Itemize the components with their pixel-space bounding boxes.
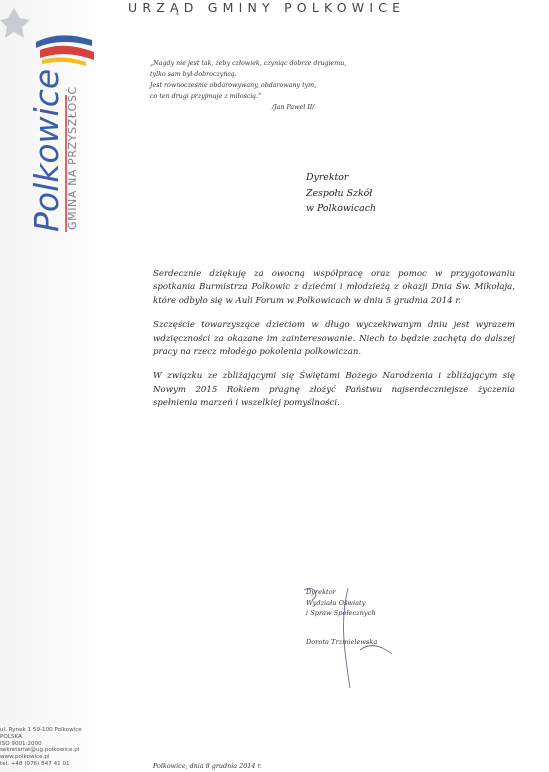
quote-block <box>150 58 450 113</box>
recipient-address <box>306 170 376 217</box>
body-paragraph: Serdecznie dziękuję za owocną współpracę oraz pomoc w przygotowaniu spotkania Burmistrza Polkowic z dziećmi i młodzieżą z okazji Dnia Św. Mikołaja, które odbyło się w Auli Forum w Polkowicach w dniu 5 grudnia 2014 r. <box>153 269 515 306</box>
letter-date: Polkowice, dnia 8 grudnia 2014 r. <box>153 762 262 770</box>
footer-line: ISO 9001:2000 <box>0 740 42 747</box>
signature-line: Dyrektor <box>306 588 336 596</box>
body-paragraph: Szczęście towarzyszące dzieciom w długo wyczekiwanym dniu jest wyrazem wdzięczności za okazane im zainteresowanie. Niech to będzie zachętą do dalszej pracy na rzecz młodego pokolenia polkowiczan. <box>153 320 515 358</box>
letter-body <box>153 268 515 422</box>
quote-line: tylko sam był dobroczyńcą. <box>150 71 237 78</box>
logo-wordmark: Polkowice <box>27 68 66 232</box>
quote-line: Jest równocześnie obdarowywany, obdarowany tym, <box>150 82 317 89</box>
polkowice-logo <box>0 0 108 240</box>
logo-tagline: GMINA NA PRZYSZŁOŚĆ <box>66 86 79 230</box>
signature-block <box>306 587 377 647</box>
quote-line: „Nagdy nie jest tak, żeby człowiek, czyniąc dobrze drugiemu, <box>150 60 347 67</box>
recipient-line: Dyrektor <box>306 172 349 183</box>
logo-swoosh-yellow <box>42 58 86 66</box>
signature-line: Wydziału Oświaty <box>306 598 366 607</box>
signature-name: Dorota Trzmielewska <box>306 637 378 646</box>
footer-line: tel. +48 (076) 847 41 01 <box>0 760 70 767</box>
quote-attribution: /Jan Paweł II/ <box>272 104 315 111</box>
recipient-line: Zespołu Szkół <box>306 187 373 199</box>
logo-swoosh-red <box>40 46 94 60</box>
footer-line: ul. Rynek 1 59-100 Polkowice <box>0 727 82 733</box>
quote-line: co ten drugi przyjmuje z miłością.” <box>150 93 262 100</box>
logo-star-mark <box>0 8 30 38</box>
body-paragraph: W związku ze zbliżającymi się Świętami Bożego Narodzenia i zbliżającym się Nowym 2015 Rokiem pragnę złożyć Państwu najserdeczniejsze życzenia spełnienia marzeń i wszelkiej pomyślności. <box>153 371 515 409</box>
letterhead-title: URZĄD GMINY POLKOWICE <box>128 0 406 15</box>
signature-line: i Spraw Społecznych <box>306 609 376 617</box>
footer-contact <box>0 727 108 768</box>
recipient-line: w Polkowicach <box>306 203 377 214</box>
footer-line: www.polkowice.pl <box>0 754 50 761</box>
footer-line: sekretariat@ug.polkowice.pl <box>0 747 80 754</box>
footer-line: POLSKA <box>0 733 22 740</box>
